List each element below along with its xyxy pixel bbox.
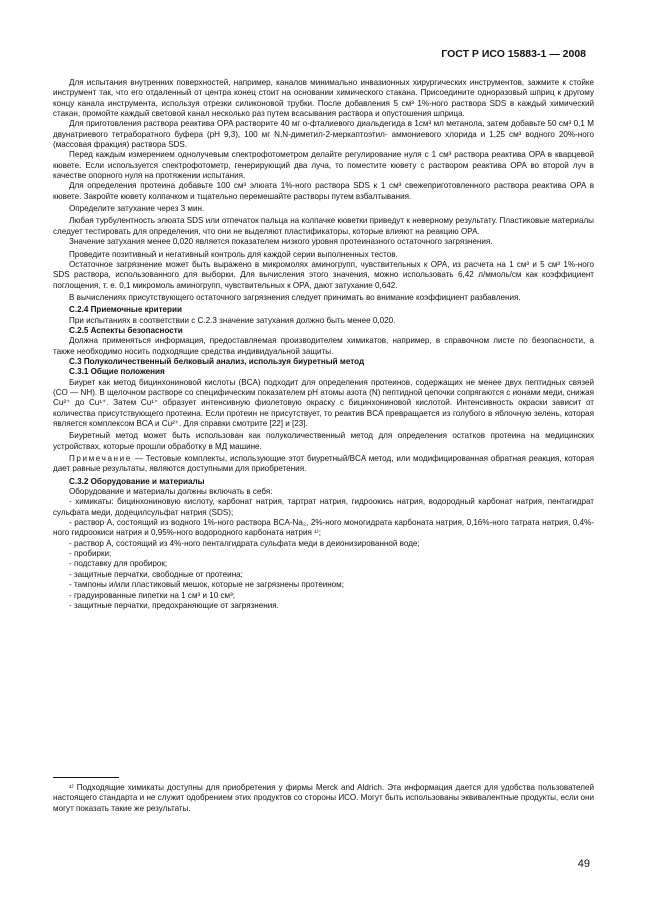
list-item: - химикаты: бицинхониновую кислоту, карбонат натрия, тартрат натрия, гидроокись натрия, водородный карбонат натрия, пентагидрат сульфата меди, додецилсульфат натрия (SDS);	[53, 497, 594, 517]
list-item: - раствор А, состоящий из водного 1%-ного раствора BCA-Na₂, 2%-ного моногидрата карбоната натрия, 0,16%-ного татрата натрия, 0,4%-ного гидроокиси натрия и 0,95%-ного водородного карбоната натрия ¹⁾;	[53, 518, 594, 538]
note-text: — Тестовые комплекты, использующие этот биуретный/BCA метод, или модифицированная обратная реакция, которая дает равные результаты, являются доступными для приобретения.	[53, 454, 594, 474]
paragraph: Биурет как метод бицинхониновой кислоты (BCA) подходит для определения протеинов, содержащих не менее двух пептидных связей (CO — NH). В щелочном растворе со специфическим показателем рН атомы азота (N) пептидной цепочки сопрягаются с ионами меди, снижая Cu²⁺ до Cu¹⁺. Затем Cu¹⁺ образует интенсивную фиолетовую окраску с бицинхониновой кислотой. Интенсивность окраски зависит от количества присутствующего протеина. Если протеин не присутствует, то реактив BCA превращается из голубого в яблочную зелень, которая является комплексом BCA и Cu²⁺. Для справки смотрите [22] и [23].	[53, 377, 594, 428]
section-heading: С.2.4 Приемочные критерии	[69, 305, 182, 315]
list-item: - защитные перчатки, предохраняющие от загрязнения.	[69, 600, 279, 610]
paragraph: Проведите позитивный и негативный контроль для каждой серии выполненных тестов.	[69, 249, 398, 259]
list-item: - градуированные пипетки на 1 см³ и 10 см³;	[69, 590, 236, 600]
paragraph: При испытаниях в соответствии с С.2.3 значение затухания должно быть менее 0,020.	[69, 315, 396, 325]
list-item: - пробирки;	[69, 549, 112, 559]
list-item: - тампоны и/или пластиковый мешок, которые не загрязнены протеином;	[69, 580, 344, 590]
note-label: Примечание	[69, 454, 132, 464]
paragraph: Значение затухания менее 0,020 является показателем низкого уровня протеиназного остаточного загрязнения.	[69, 237, 493, 247]
note	[53, 454, 594, 475]
paragraph: Для испытания внутренних поверхностей, например, каналов минимально инвазионных хирургических инструментов, зажмите к стойке инструмент так, что его отдаленный от центра конец стоит на основании химического стакана. Присоедините одноразовый шприц к другому концу канала инструмента, используя отрезки силиконовой трубки. После добавления 5 см³ 1%-ного раствора SDS в каждый химический стакан, промойте каждый световой канал несколько раз путем всасывания раствора и опустошения шприца.	[53, 78, 594, 119]
paragraph: Биуретный метод может быть использован как полуколичественный метод для определения остатков протеина на медицинских устройствах, которые прошли обработку в МД машине.	[53, 431, 594, 451]
paragraph: Определите затухание через 3 мин.	[69, 204, 205, 214]
standard-header: ГОСТ Р ИСО 15883-1 — 2008	[441, 48, 586, 60]
footnote: ¹⁾ Подходящие химикаты доступны для приобретения у фирмы Merck and Aldrich. Эта информация дается для удобства пользователей настоящего стандарта и не служит одобрением этих продуктов со стороны ИСО. Могут быть использованы эквивалентные продукты, если они могут показать такие же результаты.	[53, 783, 594, 813]
paragraph: Перед каждым измерением однолучевым спектрофотометром делайте регулирование нуля с 1 см³ раствора реактива OPA в кварцевой кювете. Если используется спектрофотометр, генерирующий два луча, то поместите кювету с раствором реактива OPA во второй луч в качестве опорного нуля на протяжении испытания.	[53, 150, 594, 181]
paragraph: Для приготовления раствора реактива OPA растворите 40 мг о-фталиевого диальдегида в 1см³ мл метанола, затем добавьте 50 см³ 0,1 М двунатриевого тетраборатного буфера (рН 9,3), 100 мг N,N-диметил-2-меркаптоэтил- аммониевого хлорида и 1,25 см³ водного 20%-ного (массовая фракция) раствора SDS.	[53, 119, 594, 150]
section-heading: С.2.5 Аспекты безопасности	[69, 325, 183, 335]
document-body	[53, 78, 594, 611]
list-item: - подставку для пробирок;	[69, 559, 168, 569]
section-heading: С.3.2 Оборудование и материалы	[69, 476, 205, 486]
page-number: 49	[577, 858, 590, 870]
footnote-divider	[53, 777, 119, 778]
paragraph: Оборудование и материалы должны включать в себя:	[69, 487, 273, 497]
paragraph: Для определения протеина добавьте 100 см³ элюата 1%-ного раствора SDS к 1 см³ свежеприготовленного раствора реактива OPA в кювете. Закройте кювету колпачком и тщательно перемешайте растворы путем взбалтывания.	[53, 181, 594, 201]
list-item: - защитные перчатки, свободные от протеина;	[69, 569, 243, 579]
paragraph: Любая турбулентность элюата SDS или отпечаток пальца на колпачке кюветки приведут к неверному результату. Пластиковые материалы следует тестировать для определения, что они не выделяют пластификаторы, которые влияют на реакцию OPA.	[53, 216, 594, 236]
paragraph: В вычислениях присутствующего остаточного загрязнения следует принимать во внимание коэффициент разбавления.	[69, 292, 521, 302]
section-heading: С.3 Полуколичественный белковый анализ, используя биуретный метод	[69, 356, 365, 366]
list-item: - раствор А, состоящий из 4%-ного пенталгидрата сульфата меди в деионизированной воде;	[69, 538, 420, 548]
paragraph: Остаточное загрязнение может быть выражено в микромолях аминогрупп, чувствительных к OPA, из расчета на 1 см³ и 5 см³ 1%-ного SDS раствора, использованного для выборки. Для вычисления этого значения, можно использовать 6,42 л/ммоль/см как коэффициент поглощения, т. е. 0,1 микромоль аминогрупп, чувствительных к OPA, дают затухание 0,642.	[53, 259, 594, 290]
section-heading: С.3.1 Общие положения	[69, 367, 165, 377]
paragraph: Должна применяться информация, предоставляемая производителем химикатов, например, в справочном листе по безопасности, а также необходимо носить подходящие средства индивидуальной защиты.	[53, 336, 594, 356]
